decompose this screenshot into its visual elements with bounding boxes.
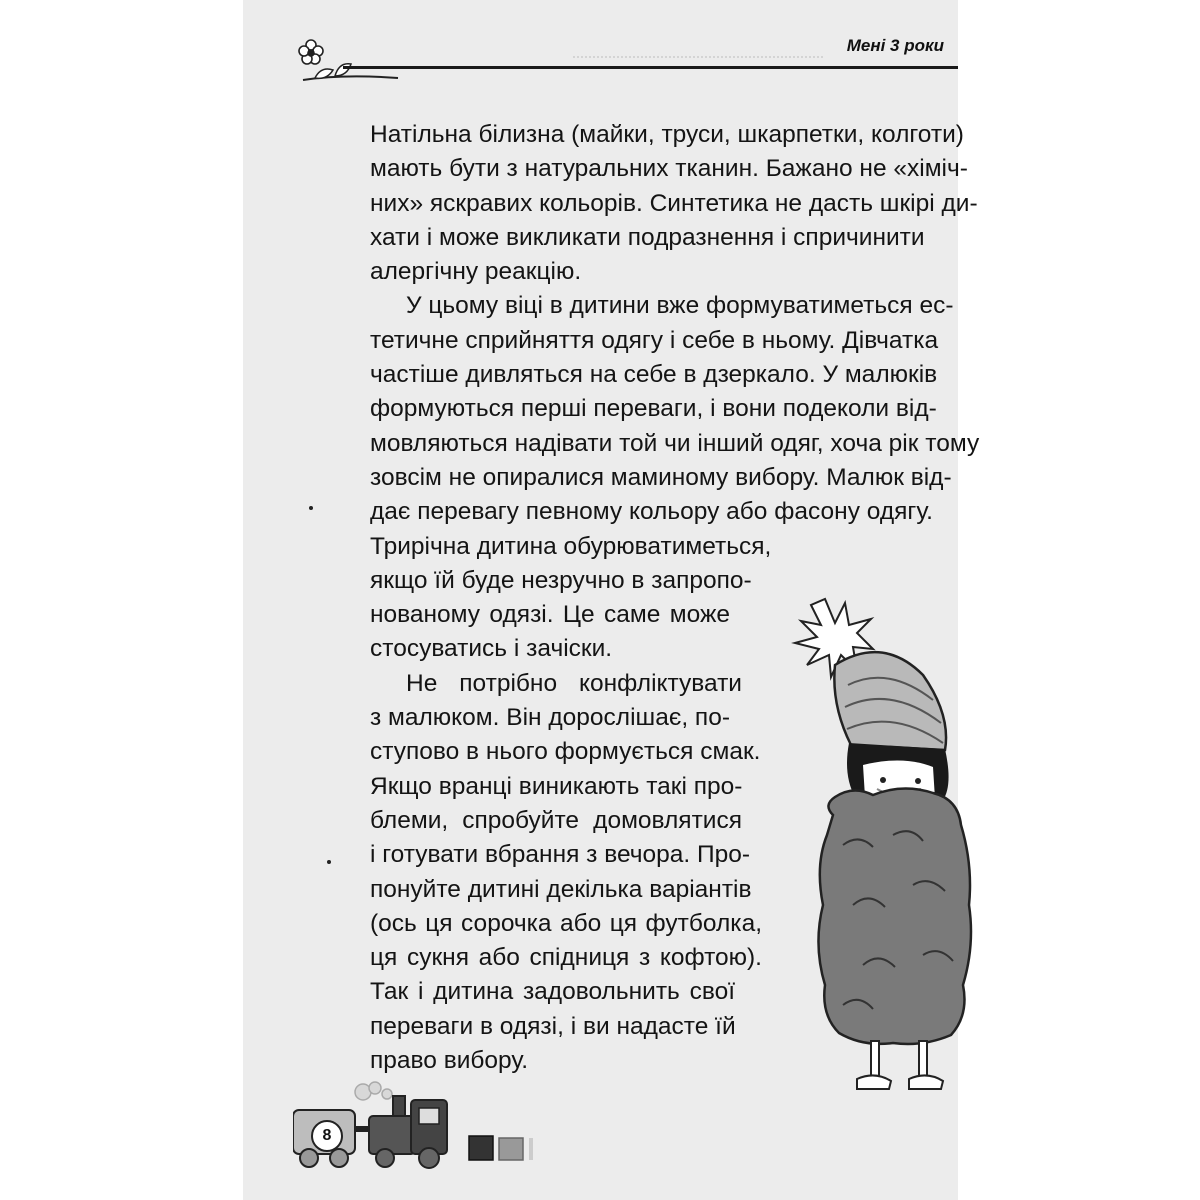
text-line: формуються перші переваги, і вони подеколи від- xyxy=(370,395,937,423)
text-line: мовляються надівати той чи інший одяг, хоча рік тому xyxy=(370,429,980,457)
text-line: Не потрібно конфліктувати xyxy=(406,669,742,697)
child-in-winter-clothes-illustration xyxy=(773,585,973,1105)
toy-block-icon xyxy=(499,1138,523,1160)
print-speck xyxy=(327,860,331,864)
text-line: ступово в нього формується смак. xyxy=(370,738,761,766)
text-line: і готувати вбрання з вечора. Про- xyxy=(370,841,751,869)
header-rule xyxy=(343,66,958,69)
text-line: стосуватись і зачіски. xyxy=(370,635,613,663)
page-number: 8 xyxy=(311,1120,343,1152)
toy-block-icon xyxy=(469,1136,493,1160)
fluffy-coat-icon xyxy=(818,788,971,1044)
text-line: Так і дитина задовольнить свої xyxy=(370,978,735,1006)
sandal-icon xyxy=(857,1075,891,1089)
text-line: з малюком. Він дорослішає, по- xyxy=(370,704,730,732)
text-line: Якщо вранці виникають такі про- xyxy=(370,772,743,800)
text-line: якщо їй буде незручно в запропо- xyxy=(370,566,752,594)
text-line: блеми, спробуйте домовлятися xyxy=(370,806,742,834)
text-line: дає перевагу певному кольору або фасону одягу. xyxy=(370,498,933,526)
text-line: зовсім не опиралися маминому вибору. Малюк від- xyxy=(370,463,952,491)
text-line: нованому одязі. Це саме може xyxy=(370,601,730,629)
text-line: понуйте дитині декілька варіантів xyxy=(370,875,752,903)
text-line: них» яскравих кольорів. Синтетика не дасть шкірі ди- xyxy=(370,189,978,217)
text-line: Натільна білизна (майки, труси, шкарпетки, колготи) xyxy=(370,121,964,148)
text-line: частіше дивляться на себе в дзеркало. У малюків xyxy=(370,361,938,389)
text-line: тетичне сприйняття одягу і себе в ньому. Дівчатка xyxy=(370,326,939,354)
text-line: алергічну реакцію. xyxy=(370,258,582,286)
text-line: Трирічна дитина обурюватиметься, xyxy=(370,532,772,560)
flower-ornament-icon xyxy=(293,38,403,88)
text-line: право вибору. xyxy=(370,1047,529,1075)
book-page xyxy=(243,0,980,1200)
print-speck xyxy=(309,506,313,510)
bleed-through-text xyxy=(573,38,823,58)
text-line: (ось ця сорочка або ця футболка, xyxy=(370,909,762,937)
text-line: У цьому віці в дитини вже формуватиметься ес- xyxy=(406,292,954,320)
text-line: ця сукня або спідниця з кофтою). xyxy=(370,944,762,972)
sandal-icon xyxy=(909,1075,943,1089)
text-line: мають бути з натуральних тканин. Бажано не «хіміч- xyxy=(370,155,968,183)
chapter-title: Мені 3 роки xyxy=(846,36,944,55)
text-line: переваги в одязі, і ви надасте їй xyxy=(370,1012,736,1040)
text-line: хати і може викликати подразнення і спричинити xyxy=(370,223,925,251)
